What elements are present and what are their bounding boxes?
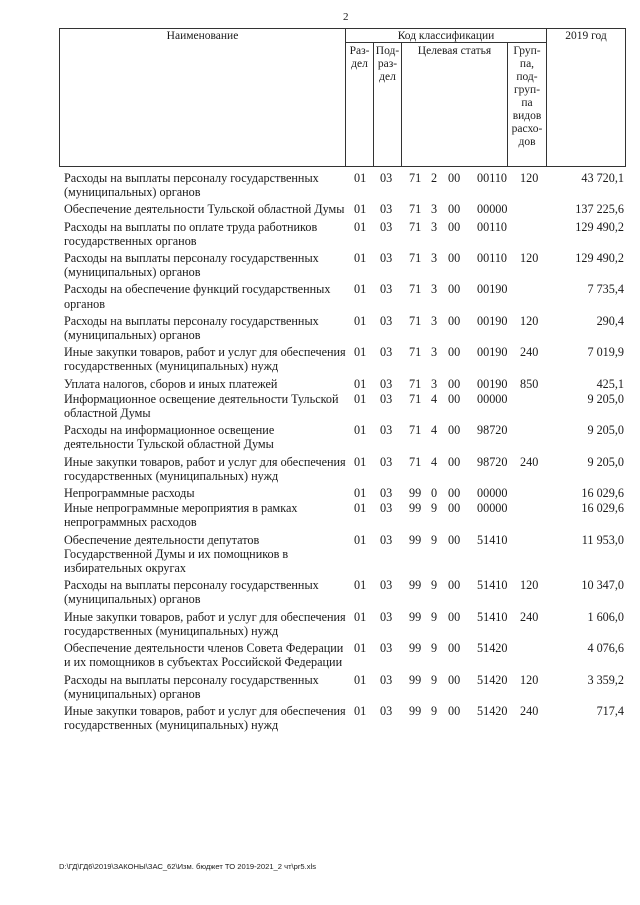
row-amt: 290,4 — [596, 313, 624, 328]
row-p1: 71 — [409, 313, 422, 328]
row-name: Расходы на выплаты персоналу государственных (муниципальных) органов — [64, 313, 319, 343]
row-name: Обеспечение деятельности Тульской областной Думы — [64, 202, 345, 217]
row-p3: 00 — [448, 609, 461, 624]
row-sec: 01 — [354, 641, 367, 656]
row-sec: 01 — [354, 219, 367, 234]
row-sub: 03 — [380, 202, 393, 217]
row-sub: 03 — [380, 313, 393, 328]
table-row — [64, 392, 624, 420]
row-p2: 9 — [431, 641, 438, 656]
table-row — [64, 533, 624, 576]
table-row — [64, 202, 624, 216]
row-p2: 9 — [431, 703, 438, 718]
row-sec: 01 — [354, 345, 367, 360]
table-row — [64, 171, 624, 199]
row-p2: 3 — [431, 251, 438, 266]
row-sec: 01 — [354, 202, 367, 217]
row-name: Расходы на выплаты персоналу государственных (муниципальных) органов — [64, 171, 319, 200]
row-p1: 71 — [409, 282, 422, 297]
table-row — [64, 486, 624, 500]
row-p3: 00 — [448, 251, 461, 266]
table-row — [64, 610, 624, 638]
row-p2: 9 — [431, 532, 438, 547]
row-amt: 1 606,0 — [587, 609, 624, 624]
row-amt: 4 076,6 — [587, 641, 624, 656]
row-p1: 71 — [409, 251, 422, 266]
row-sub: 03 — [380, 672, 393, 687]
row-grp: 120 — [520, 672, 539, 687]
row-p3: 00 — [448, 171, 461, 185]
row-grp: 120 — [520, 578, 539, 593]
row-p3: 00 — [448, 486, 461, 501]
table-row — [64, 641, 624, 669]
header-cell-year — [546, 28, 626, 167]
row-grp: 120 — [520, 313, 539, 328]
table-row — [64, 377, 624, 391]
row-p4: 51410 — [477, 578, 508, 593]
row-p2: 3 — [431, 202, 438, 217]
row-amt: 9 205,0 — [587, 454, 624, 469]
row-sub: 03 — [380, 376, 393, 391]
row-p1: 99 — [409, 486, 422, 501]
row-p3: 00 — [448, 219, 461, 234]
row-grp: 120 — [520, 251, 539, 266]
row-grp: 240 — [520, 703, 539, 718]
row-p1: 99 — [409, 672, 422, 687]
row-p2: 9 — [431, 609, 438, 624]
row-p4: 51420 — [477, 641, 508, 656]
row-sec: 01 — [354, 391, 367, 406]
row-amt: 7 019,9 — [587, 345, 624, 360]
row-p1: 71 — [409, 345, 422, 360]
row-sub: 03 — [380, 501, 393, 516]
row-sec: 01 — [354, 171, 367, 185]
header-cell-name — [59, 28, 346, 167]
table-row — [64, 282, 624, 310]
header-subsection-label: Под- раз- дел — [375, 45, 400, 83]
row-name: Расходы на выплаты персоналу государственных (муниципальных) органов — [64, 578, 319, 607]
row-name: Расходы на информационное освещение деятельности Тульской областной Думы — [64, 423, 275, 452]
row-p1: 71 — [409, 376, 422, 391]
header-year-label: 2019 год — [565, 30, 607, 42]
row-amt: 129 490,2 — [575, 219, 624, 234]
row-grp: 240 — [520, 345, 539, 360]
table-body — [64, 171, 624, 735]
row-p3: 00 — [448, 202, 461, 217]
row-sec: 01 — [354, 251, 367, 266]
row-amt: 9 205,0 — [587, 423, 624, 438]
row-p4: 51410 — [477, 609, 508, 624]
row-sub: 03 — [380, 282, 393, 297]
row-p4: 00110 — [477, 219, 508, 234]
row-amt: 717,4 — [596, 703, 624, 718]
row-sub: 03 — [380, 423, 393, 438]
row-sub: 03 — [380, 251, 393, 266]
row-p2: 3 — [431, 376, 438, 391]
row-sub: 03 — [380, 391, 393, 406]
row-name: Иные закупки товаров, работ и услуг для обеспечения государственных (муниципальных) нужд — [64, 609, 346, 638]
row-p1: 71 — [409, 202, 422, 217]
row-p3: 00 — [448, 703, 461, 718]
row-p4: 51420 — [477, 703, 508, 718]
row-p4: 00190 — [477, 313, 508, 328]
row-p3: 00 — [448, 376, 461, 391]
row-sec: 01 — [354, 578, 367, 593]
row-amt: 3 359,2 — [587, 672, 624, 687]
row-grp: 240 — [520, 454, 539, 469]
row-p2: 3 — [431, 282, 438, 297]
row-p2: 9 — [431, 578, 438, 593]
row-sec: 01 — [354, 609, 367, 624]
header-cell-target — [401, 42, 508, 167]
row-amt: 9 205,0 — [587, 391, 624, 406]
row-p2: 9 — [431, 501, 438, 516]
row-sub: 03 — [380, 345, 393, 360]
row-sec: 01 — [354, 532, 367, 547]
header-name-label: Наименование — [166, 30, 239, 42]
row-p3: 00 — [448, 532, 461, 547]
row-sub: 03 — [380, 171, 393, 185]
table-row — [64, 578, 624, 606]
row-p3: 00 — [448, 423, 461, 438]
row-sec: 01 — [354, 313, 367, 328]
table-row — [64, 501, 624, 529]
row-p4: 00000 — [477, 391, 508, 406]
header-section-label: Раз- дел — [349, 45, 370, 70]
row-name: Обеспечение деятельности депутатов Государственной Думы и их помощников в избирательных округах — [64, 532, 289, 576]
row-p4: 98720 — [477, 454, 508, 469]
row-sub: 03 — [380, 532, 393, 547]
row-sub: 03 — [380, 609, 393, 624]
row-name: Расходы на выплаты по оплате труда работников государственных органов — [64, 219, 318, 248]
row-p1: 71 — [409, 391, 422, 406]
row-p4: 00190 — [477, 345, 508, 360]
row-name: Иные закупки товаров, работ и услуг для обеспечения государственных (муниципальных) нужд — [64, 454, 346, 483]
row-p1: 71 — [409, 454, 422, 469]
row-p4: 00190 — [477, 376, 508, 391]
row-p4: 51410 — [477, 532, 508, 547]
row-p2: 4 — [431, 391, 438, 406]
row-p1: 99 — [409, 641, 422, 656]
row-name: Иные закупки товаров, работ и услуг для обеспечения государственных (муниципальных) нужд — [64, 703, 346, 733]
row-grp: 850 — [520, 376, 539, 391]
row-grp: 240 — [520, 609, 539, 624]
row-p3: 00 — [448, 454, 461, 469]
row-sub: 03 — [380, 641, 393, 656]
row-p4: 00110 — [477, 251, 508, 266]
row-name: Расходы на обеспечение функций государственных органов — [64, 282, 331, 311]
row-sub: 03 — [380, 486, 393, 501]
row-name: Расходы на выплаты персоналу государственных (муниципальных) органов — [64, 251, 319, 280]
row-p3: 00 — [448, 578, 461, 593]
row-amt: 7 735,4 — [587, 282, 624, 297]
row-sub: 03 — [380, 454, 393, 469]
row-name: Непрограммные расходы — [64, 486, 195, 501]
row-amt: 425,1 — [596, 376, 624, 391]
header-target-label: Целевая статья — [417, 45, 492, 57]
row-p1: 99 — [409, 703, 422, 718]
row-amt: 137 225,6 — [575, 202, 624, 217]
row-p1: 71 — [409, 171, 422, 185]
row-p2: 4 — [431, 454, 438, 469]
table-row — [64, 423, 624, 451]
row-p2: 4 — [431, 423, 438, 438]
row-p3: 00 — [448, 641, 461, 656]
row-p2: 9 — [431, 672, 438, 687]
file-path-footer: D:\ГД\ГД6\2019\ЗАКОНЫ\ЗАС_62\Изм. бюджет ТО 2019-2021_2 чт\pr5.xls — [59, 862, 317, 871]
row-sec: 01 — [354, 282, 367, 297]
row-name: Обеспечение деятельности членов Совета Федерации и их помощников в субъектах Российской Федерации — [64, 641, 344, 670]
row-sec: 01 — [354, 486, 367, 501]
table-row — [64, 673, 624, 701]
row-p4: 00190 — [477, 282, 508, 297]
row-p3: 00 — [448, 345, 461, 360]
table-row — [64, 251, 624, 279]
table-row — [64, 314, 624, 342]
row-p1: 99 — [409, 609, 422, 624]
row-p2: 3 — [431, 219, 438, 234]
row-sec: 01 — [354, 454, 367, 469]
row-p1: 99 — [409, 532, 422, 547]
row-p4: 00110 — [477, 171, 508, 185]
row-p2: 3 — [431, 345, 438, 360]
table-row — [64, 220, 624, 248]
row-amt: 16 029,6 — [581, 486, 624, 501]
row-p4: 98720 — [477, 423, 508, 438]
row-name: Иные закупки товаров, работ и услуг для обеспечения государственных (муниципальных) нужд — [64, 345, 346, 374]
row-grp: 120 — [520, 171, 539, 185]
row-amt: 43 720,1 — [581, 171, 624, 185]
row-name: Расходы на выплаты персоналу государственных (муниципальных) органов — [64, 672, 319, 701]
row-sec: 01 — [354, 703, 367, 718]
row-p2: 3 — [431, 313, 438, 328]
row-p3: 00 — [448, 313, 461, 328]
table-row — [64, 455, 624, 483]
page-number: 2 — [343, 11, 349, 23]
row-sec: 01 — [354, 376, 367, 391]
row-sub: 03 — [380, 578, 393, 593]
header-code-label: Код классификации — [397, 30, 495, 42]
row-p3: 00 — [448, 282, 461, 297]
row-name: Иные непрограммные мероприятия в рамках непрограммных расходов — [64, 501, 298, 530]
row-p4: 51420 — [477, 672, 508, 687]
row-p4: 00000 — [477, 486, 508, 501]
row-amt: 129 490,2 — [575, 251, 624, 266]
row-p2: 0 — [431, 486, 438, 501]
row-p3: 00 — [448, 391, 461, 406]
row-name: Уплата налогов, сборов и иных платежей — [64, 376, 278, 391]
row-p1: 99 — [409, 578, 422, 593]
row-sec: 01 — [354, 423, 367, 438]
row-p1: 71 — [409, 219, 422, 234]
row-sec: 01 — [354, 672, 367, 687]
row-p2: 2 — [431, 171, 438, 185]
row-amt: 11 953,0 — [581, 532, 624, 547]
row-p4: 00000 — [477, 202, 508, 217]
row-amt: 16 029,6 — [581, 501, 624, 516]
header-group-label: Груп- па, под- груп- па видов расхо- дов — [511, 45, 543, 148]
row-p1: 99 — [409, 501, 422, 516]
row-name: Информационное освещение деятельности Тульской областной Думы — [64, 391, 339, 421]
row-amt: 10 347,0 — [581, 578, 624, 593]
row-p3: 00 — [448, 672, 461, 687]
row-p4: 00000 — [477, 501, 508, 516]
table-row — [64, 345, 624, 373]
row-sec: 01 — [354, 501, 367, 516]
row-sub: 03 — [380, 219, 393, 234]
row-p3: 00 — [448, 501, 461, 516]
table-row — [64, 704, 624, 732]
row-p1: 71 — [409, 423, 422, 438]
row-sub: 03 — [380, 703, 393, 718]
